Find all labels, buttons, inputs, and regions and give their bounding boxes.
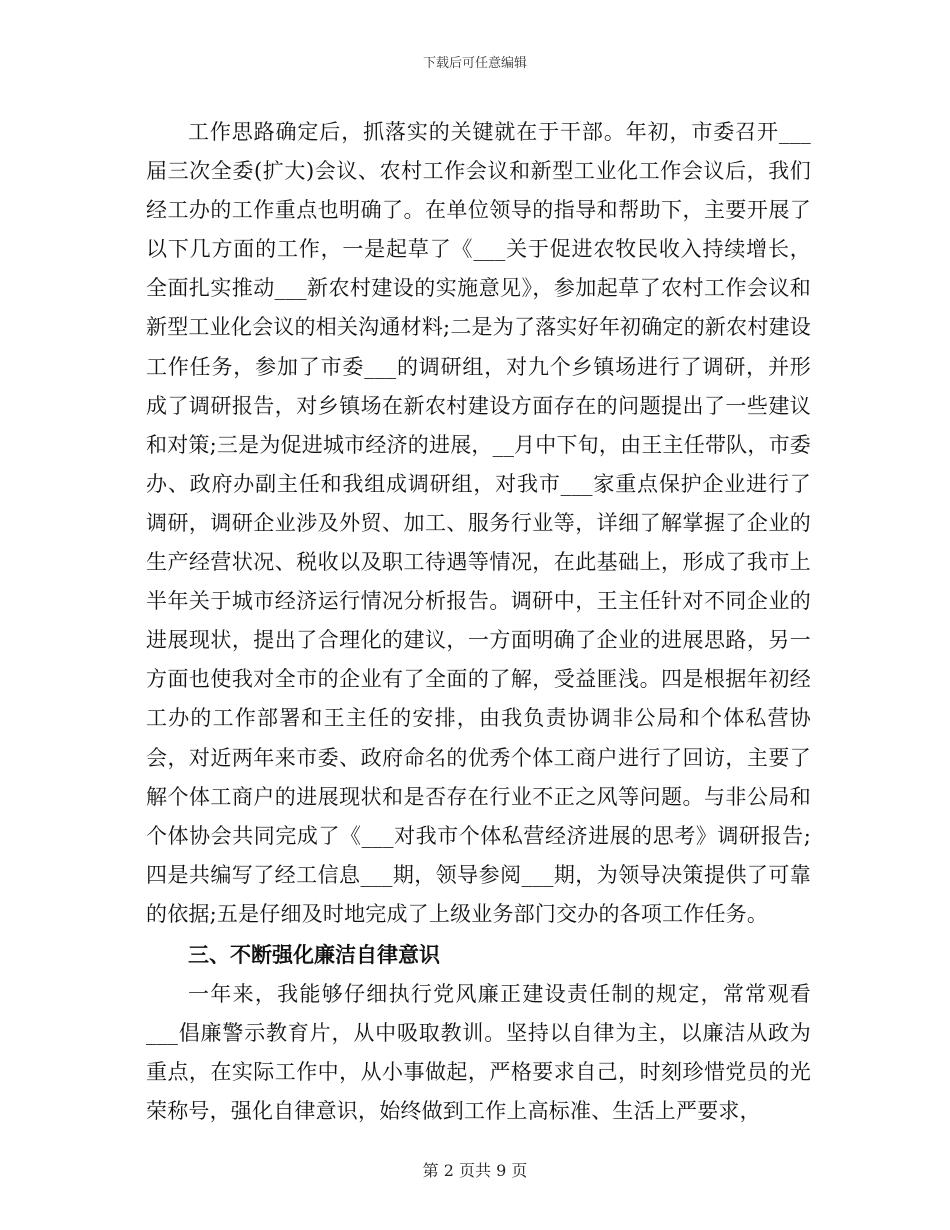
- body-paragraph: 工作思路确定后，抓落实的关键就在于干部。年初，市委召开___届三次全委(扩大)会议、农村工作会议和新型工业化工作会议后，我们经工办的工作重点也明确了。在单位领导的指导和帮助下，主要开展了以下几方面的工作，一是起草了《___关于促进农牧民收入持续增长，全面扎实推动___新农村建设的实施意见》，参加起草了农村工作会议和新型工业化会议的相关沟通材料;二是为了落实好年初确定的新农村建设工作任务，参加了市委___的调研组，对九个乡镇场进行了调研，并形成了调研报告，对乡镇场在新农村建设方面存在的问题提出了一些建议和对策;三是为促进城市经济的进展，__月中下旬，由王主任带队，市委办、政府办副主任和我组成调研组，对我市___家重点保护企业进行了调研，调研企业涉及外贸、加工、服务行业等，详细了解掌握了企业的生产经营状况、税收以及职工待遇等情况，在此基础上，形成了我市上半年关于城市经济运行情况分析报告。调研中，王主任针对不同企业的进展现状，提出了合理化的建议，一方面明确了企业的进展思路，另一方面也使我对全市的企业有了全面的了解，受益匪浅。四是根据年初经工办的工作部署和王主任的安排，由我负责协调非公局和个体私营协会，对近两年来市委、政府命名的优秀个体工商户进行了回访，主要了解个体工商户的进展现状和是否存在行业不正之风等问题。与非公局和个体协会共同完成了《___对我市个体私营经济进展的思考》调研报告;四是共编写了经工信息___期，领导参阅___期，为领导决策提供了可靠的依据;五是仔细及时地完成了上级业务部门交办的各项工作任务。: [146, 120, 811, 926]
- document-body: [146, 113, 811, 1131]
- page-header: 下载后可任意编辑: [422, 56, 527, 71]
- body-paragraph: 一年来，我能够仔细执行党风廉正建设责任制的规定，常常观看___倡廉警示教育片，从中吸取教训。坚持以自律为主，以廉洁从政为重点，在实际工作中，从小事做起，严格要求自己，时刻珍惜党员的光荣称号，强化自律意识，始终做到工作上高标准、生活上严要求，: [146, 982, 811, 1124]
- page-number: 第 2 页共 9 页: [422, 1161, 528, 1180]
- section-heading: 三、不断强化廉洁自律意识: [188, 942, 440, 967]
